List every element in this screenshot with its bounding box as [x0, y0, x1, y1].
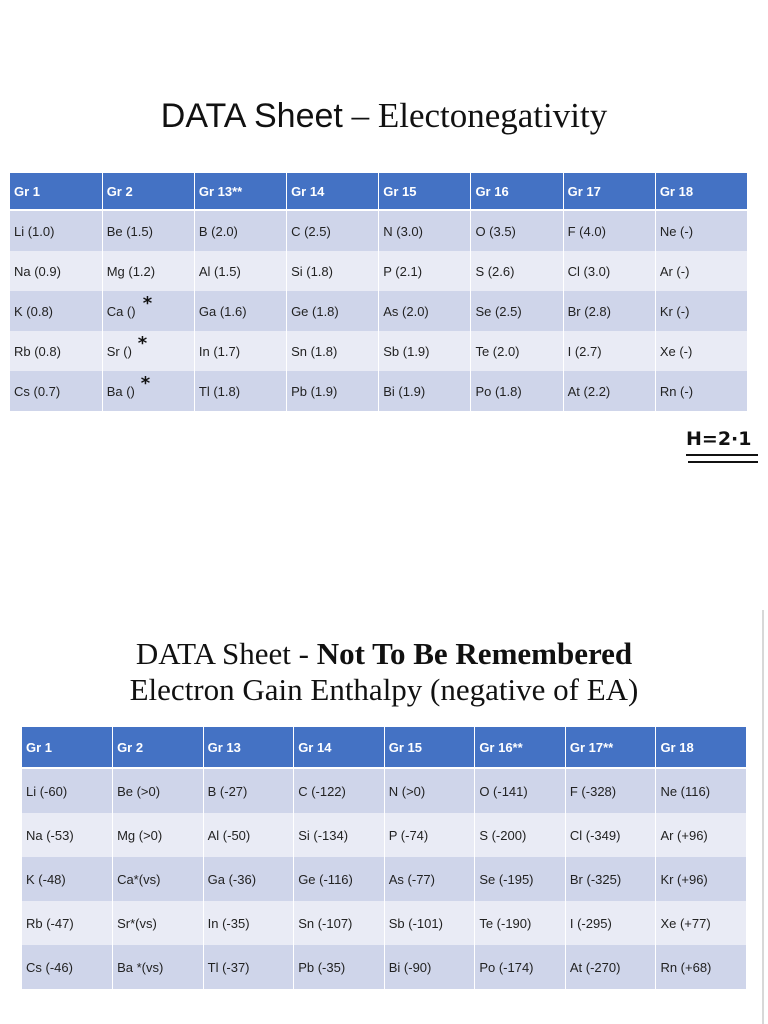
- table-cell: Be (>0): [113, 768, 204, 813]
- table-row: [10, 371, 748, 411]
- table-cell: At (-270): [565, 945, 656, 989]
- table-row: [10, 331, 748, 371]
- column-header: Gr 13**: [194, 173, 286, 210]
- table-cell: Ge (1.8): [287, 291, 379, 331]
- table-cell-starred: [102, 331, 194, 371]
- table-cell: Po (1.8): [471, 371, 563, 411]
- table-cell: Mg (1.2): [102, 251, 194, 291]
- table-cell: Br (-325): [565, 857, 656, 901]
- table-cell: S (2.6): [471, 251, 563, 291]
- table-cell: Br (2.8): [563, 291, 655, 331]
- title-bold: Not To Be Remembered: [316, 636, 633, 671]
- table-cell: Kr (+96): [656, 857, 747, 901]
- asterisk-mark: *: [140, 373, 151, 394]
- title-data-sheet: DATA Sheet: [160, 97, 343, 135]
- table-row: [22, 901, 747, 945]
- cell-text: Ca (): [106, 303, 136, 319]
- table-cell: Cs (0.7): [10, 371, 102, 411]
- note-underline: [686, 454, 758, 456]
- table-cell: Sb (-101): [384, 901, 475, 945]
- column-header: Gr 17: [563, 173, 655, 210]
- table-cell: Si (-134): [294, 813, 385, 857]
- table-cell: Be (1.5): [102, 210, 194, 251]
- table-cell: Pb (-35): [294, 945, 385, 989]
- table-cell: Kr (-): [655, 291, 747, 331]
- table-cell: Cs (-46): [22, 945, 113, 989]
- table-cell: Li (1.0): [10, 210, 102, 251]
- column-header: Gr 18: [655, 173, 747, 210]
- table-cell: Ar (-): [655, 251, 747, 291]
- table-cell: Rb (-47): [22, 901, 113, 945]
- table-cell: In (1.7): [194, 331, 286, 371]
- handwritten-hydrogen-note: H=2·1: [686, 428, 752, 450]
- asterisk-mark: *: [137, 333, 148, 354]
- electronegativity-title: [0, 96, 768, 136]
- table-cell: Ar (+96): [656, 813, 747, 857]
- table-cell: F (4.0): [563, 210, 655, 251]
- table-cell: Se (-195): [475, 857, 566, 901]
- table-cell: Se (2.5): [471, 291, 563, 331]
- table-cell: Ba *(vs): [113, 945, 204, 989]
- page-edge-divider: [762, 610, 764, 1024]
- table-cell: F (-328): [565, 768, 656, 813]
- table-cell: Sn (-107): [294, 901, 385, 945]
- table-cell: C (2.5): [287, 210, 379, 251]
- table-cell: At (2.2): [563, 371, 655, 411]
- table-cell: Ca*(vs): [113, 857, 204, 901]
- column-header: Gr 14: [294, 727, 385, 768]
- table-header-row: [10, 173, 748, 210]
- cell-text: Sr (): [106, 343, 132, 359]
- table-cell: Tl (-37): [203, 945, 294, 989]
- table-cell: Bi (1.9): [379, 371, 471, 411]
- table-row: [10, 251, 748, 291]
- table-cell: Al (1.5): [194, 251, 286, 291]
- table-cell: Mg (>0): [113, 813, 204, 857]
- table-cell: Sb (1.9): [379, 331, 471, 371]
- electron-gain-title-line1: [0, 637, 768, 671]
- cell-text: Ba (): [106, 383, 135, 399]
- table-cell: Pb (1.9): [287, 371, 379, 411]
- table-cell: Ga (1.6): [194, 291, 286, 331]
- table-cell: Te (2.0): [471, 331, 563, 371]
- table-cell: Na (-53): [22, 813, 113, 857]
- table-row: [22, 857, 747, 901]
- table-cell: I (2.7): [563, 331, 655, 371]
- table-row: [22, 813, 747, 857]
- table-cell: B (2.0): [194, 210, 286, 251]
- table-cell: O (-141): [475, 768, 566, 813]
- title-electronegativity: Electonegativity: [377, 96, 608, 135]
- table-cell: K (-48): [22, 857, 113, 901]
- electron-gain-title-line2: Electron Gain Enthalpy (negative of EA): [129, 672, 639, 707]
- table-cell: N (3.0): [379, 210, 471, 251]
- table-cell: Cl (3.0): [563, 251, 655, 291]
- table-cell: B (-27): [203, 768, 294, 813]
- table-cell: Ge (-116): [294, 857, 385, 901]
- table-cell: I (-295): [565, 901, 656, 945]
- table-cell: O (3.5): [471, 210, 563, 251]
- column-header: Gr 18: [656, 727, 747, 768]
- table-cell: Tl (1.8): [194, 371, 286, 411]
- column-header: Gr 1: [22, 727, 113, 768]
- table-cell: Si (1.8): [287, 251, 379, 291]
- table-header-row: [22, 727, 747, 768]
- table-cell: Ga (-36): [203, 857, 294, 901]
- column-header: Gr 2: [102, 173, 194, 210]
- table-cell-starred: [102, 291, 194, 331]
- table-cell: Ne (-): [655, 210, 747, 251]
- column-header: Gr 2: [113, 727, 204, 768]
- table-cell: Rn (-): [655, 371, 747, 411]
- table-cell: Sr*(vs): [113, 901, 204, 945]
- table-cell: C (-122): [294, 768, 385, 813]
- table-cell-starred: [102, 371, 194, 411]
- column-header: Gr 15: [384, 727, 475, 768]
- table-cell: N (>0): [384, 768, 475, 813]
- table-row: [22, 768, 747, 813]
- note-underline: [688, 461, 758, 463]
- table-cell: Po (-174): [475, 945, 566, 989]
- table-cell: As (-77): [384, 857, 475, 901]
- table-row: [22, 945, 747, 989]
- electronegativity-table: [10, 173, 748, 411]
- table-cell: Xe (-): [655, 331, 747, 371]
- table-cell: S (-200): [475, 813, 566, 857]
- table-cell: Ne (116): [656, 768, 747, 813]
- table-row: [10, 291, 748, 331]
- table-cell: Sn (1.8): [287, 331, 379, 371]
- table-row: [10, 210, 748, 251]
- table-cell: Cl (-349): [565, 813, 656, 857]
- table-cell: As (2.0): [379, 291, 471, 331]
- table-cell: In (-35): [203, 901, 294, 945]
- column-header: Gr 1: [10, 173, 102, 210]
- asterisk-mark: *: [142, 293, 153, 314]
- table-cell: Na (0.9): [10, 251, 102, 291]
- table-cell: P (-74): [384, 813, 475, 857]
- table-cell: K (0.8): [10, 291, 102, 331]
- electron-gain-enthalpy-table: [22, 727, 747, 989]
- table-cell: Te (-190): [475, 901, 566, 945]
- table-cell: Bi (-90): [384, 945, 475, 989]
- column-header: Gr 13: [203, 727, 294, 768]
- column-header: Gr 17**: [565, 727, 656, 768]
- table-cell: P (2.1): [379, 251, 471, 291]
- column-header: Gr 15: [379, 173, 471, 210]
- table-cell: Rb (0.8): [10, 331, 102, 371]
- title-plain: DATA Sheet -: [135, 636, 317, 671]
- table-cell: Xe (+77): [656, 901, 747, 945]
- title-dash: –: [342, 96, 378, 135]
- table-cell: Rn (+68): [656, 945, 747, 989]
- column-header: Gr 16**: [475, 727, 566, 768]
- table-cell: Li (-60): [22, 768, 113, 813]
- column-header: Gr 14: [287, 173, 379, 210]
- table-cell: Al (-50): [203, 813, 294, 857]
- column-header: Gr 16: [471, 173, 563, 210]
